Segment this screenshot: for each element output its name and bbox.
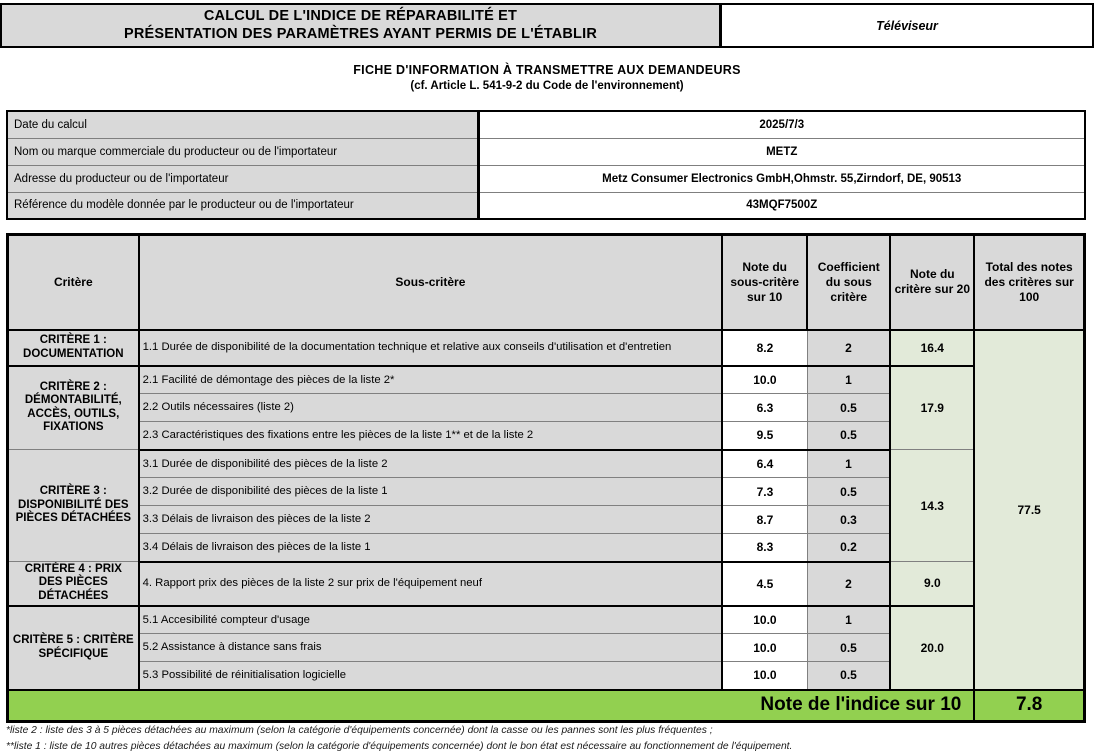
subcriterion-2-3-note: 9.5	[722, 422, 807, 450]
criterion-2-name-line2: DÉMONTABILITÉ,	[24, 394, 122, 407]
subcriterion-2-3-label: 2.3 Caractéristiques des fixations entre les pièces de la liste 1** et de la liste 2	[139, 422, 723, 450]
subcriterion-3-4-note: 8.3	[722, 534, 807, 562]
subcriterion-5-2-coef: 0.5	[807, 634, 890, 662]
criterion-2-name-line1: CRITÈRE 2 :	[39, 380, 107, 393]
table-row	[8, 562, 1085, 606]
subcriterion-2-2-coef: 0.5	[807, 394, 890, 422]
criterion-5-name-line2: SPÉCIFIQUE	[38, 647, 109, 660]
subcriterion-2-1-coef: 1	[807, 366, 890, 394]
criterion-3-name-line3: PIÈCES DÉTACHÉES	[15, 512, 132, 525]
info-value-brand: METZ	[478, 138, 1085, 165]
subcriterion-5-2-note: 10.0	[722, 634, 807, 662]
criterion-4-name	[8, 562, 139, 606]
subcriterion-3-1-label: 3.1 Durée de disponibilité des pièces de la liste 2	[139, 450, 723, 478]
subcriterion-4-1-label: 4. Rapport prix des pièces de la liste 2 sur prix de l'équipement neuf	[139, 562, 723, 606]
subcriterion-3-2-label: 3.2 Durée de disponibilité des pièces de la liste 1	[139, 478, 723, 506]
subcriterion-1-1-label: 1.1 Durée de disponibilité de la documentation technique et relative aux conseils d'utilisation et d'entretien	[139, 330, 723, 366]
subcriterion-5-3-label: 5.3 Possibilité de réinitialisation logicielle	[139, 662, 723, 690]
column-header-coefficient: Coefficient du sous critère	[807, 235, 890, 330]
criterion-1-name-line1: CRITÈRE 1 :	[39, 333, 107, 346]
document-title-line1: CALCUL DE L'INDICE DE RÉPARABILITÉ ET	[203, 7, 518, 24]
criterion-4-name-line1: CRITÈRE 4 : PRIX	[24, 562, 122, 575]
criterion-5-name	[8, 606, 139, 690]
subcriterion-5-3-note: 10.0	[722, 662, 807, 690]
info-label-date: Date du calcul	[7, 111, 478, 138]
footnotes	[6, 723, 1096, 755]
product-category: Téléviseur	[722, 5, 1092, 46]
criterion-3-name-line2: DISPONIBILITÉ DES	[18, 498, 129, 511]
table-row	[8, 330, 1085, 366]
subcriterion-3-3-label: 3.3 Délais de livraison des pièces de la liste 2	[139, 506, 723, 534]
table-row	[7, 192, 1085, 219]
subcriterion-1-1-coef: 2	[807, 330, 890, 366]
document-title	[2, 5, 722, 46]
criterion-4-name-line2: DES PIÈCES	[38, 576, 108, 589]
subcriterion-5-1-coef: 1	[807, 606, 890, 634]
subcriterion-3-3-coef: 0.3	[807, 506, 890, 534]
column-header-sous-critere: Sous-critère	[139, 235, 723, 330]
criterion-3-name	[8, 450, 139, 562]
document-subtitle	[0, 62, 1094, 94]
index-score-row	[8, 690, 1085, 722]
subcriterion-3-3-note: 8.7	[722, 506, 807, 534]
criterion-1-name	[8, 330, 139, 366]
producer-info-table	[6, 110, 1086, 220]
criterion-2-name	[8, 366, 139, 450]
subcriterion-5-1-label: 5.1 Accesibilité compteur d'usage	[139, 606, 723, 634]
footnote-liste-1: **liste 1 : liste de 10 autres pièces détachées au maximum (selon la catégorie d'équipements concernée) dont le bon état est nécessaire au fonctionnement de l'équipement.	[6, 740, 793, 752]
subtitle-line2: (cf. Article L. 541-9-2 du Code de l'environnement)	[410, 79, 684, 92]
document-title-line2: PRÉSENTATION DES PARAMÈTRES AYANT PERMIS DE L'ÉTABLIR	[124, 25, 597, 42]
column-header-note-critere: Note du critère sur 20	[890, 235, 974, 330]
subcriterion-5-2-label: 5.2 Assistance à distance sans frais	[139, 634, 723, 662]
column-header-total: Total des notes des critères sur 100	[974, 235, 1084, 330]
table-row	[8, 366, 1085, 394]
subcriterion-3-2-note: 7.3	[722, 478, 807, 506]
subtitle-line1: FICHE D'INFORMATION À TRANSMETTRE AUX DEMANDEURS	[353, 63, 741, 77]
criterion-1-score: 16.4	[890, 330, 974, 366]
info-label-address: Adresse du producteur ou de l'importateur	[7, 165, 478, 192]
total-criteria-score: 77.5	[974, 330, 1084, 690]
column-header-note-sous-critere: Note du sous-critère sur 10	[722, 235, 807, 330]
subcriterion-5-1-note: 10.0	[722, 606, 807, 634]
info-value-address: Metz Consumer Electronics GmbH,Ohmstr. 55,Zirndorf, DE, 90513	[478, 165, 1085, 192]
subcriterion-2-1-label: 2.1 Facilité de démontage des pièces de la liste 2*	[139, 366, 723, 394]
subcriterion-2-2-note: 6.3	[722, 394, 807, 422]
table-row	[7, 138, 1085, 165]
subcriterion-3-2-coef: 0.5	[807, 478, 890, 506]
subcriterion-4-1-coef: 2	[807, 562, 890, 606]
subcriterion-3-4-coef: 0.2	[807, 534, 890, 562]
info-value-model: 43MQF7500Z	[478, 192, 1085, 219]
subcriterion-3-4-label: 3.4 Délais de livraison des pièces de la liste 1	[139, 534, 723, 562]
table-row	[7, 111, 1085, 138]
criterion-2-name-line3: ACCÈS, OUTILS,	[27, 407, 120, 420]
subcriterion-5-3-coef: 0.5	[807, 662, 890, 690]
criterion-3-score: 14.3	[890, 450, 974, 562]
criterion-2-name-line4: FIXATIONS	[43, 421, 104, 434]
subcriterion-2-3-coef: 0.5	[807, 422, 890, 450]
criterion-2-score: 17.9	[890, 366, 974, 450]
index-score-label: Note de l'indice sur 10	[8, 690, 975, 722]
criterion-4-name-line3: DÉTACHÉES	[38, 590, 109, 603]
criterion-3-name-line1: CRITÈRE 3 :	[39, 485, 107, 498]
info-value-date: 2025/7/3	[478, 111, 1085, 138]
repairability-scoring-table	[6, 233, 1086, 723]
criterion-1-name-line2: DOCUMENTATION	[23, 347, 124, 360]
info-label-model: Référence du modèle donnée par le producteur ou de l'importateur	[7, 192, 478, 219]
subcriterion-4-1-note: 4.5	[722, 562, 807, 606]
index-score-value: 7.8	[974, 690, 1084, 722]
table-row	[8, 450, 1085, 478]
column-header-critere: Critère	[8, 235, 139, 330]
table-header-row	[8, 235, 1085, 330]
criterion-4-score: 9.0	[890, 562, 974, 606]
table-row	[8, 606, 1085, 634]
subcriterion-2-1-note: 10.0	[722, 366, 807, 394]
subcriterion-3-1-note: 6.4	[722, 450, 807, 478]
criterion-5-score: 20.0	[890, 606, 974, 690]
document-title-band	[0, 3, 1094, 48]
table-row	[7, 165, 1085, 192]
criterion-5-name-line1: CRITÈRE 5 : CRITÈRE	[12, 633, 134, 646]
subcriterion-1-1-note: 8.2	[722, 330, 807, 366]
info-label-brand: Nom ou marque commerciale du producteur ou de l'importateur	[7, 138, 478, 165]
footnote-liste-2: *liste 2 : liste des 3 à 5 pièces détachées au maximum (selon la catégorie d'équipements concernée) dont la casse ou les pannes sont les plus fréquentes ;	[6, 725, 713, 736]
subcriterion-2-2-label: 2.2 Outils nécessaires (liste 2)	[139, 394, 723, 422]
subcriterion-3-1-coef: 1	[807, 450, 890, 478]
